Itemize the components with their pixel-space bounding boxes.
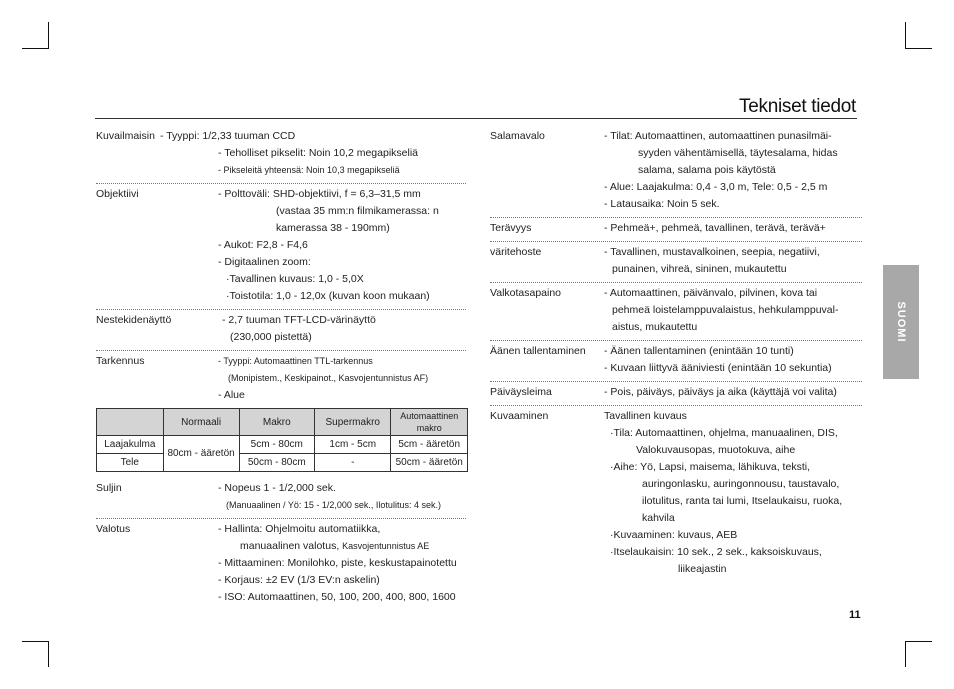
spec-label: Suljin	[96, 482, 122, 494]
section-divider	[96, 309, 466, 310]
spec-line: kahvila	[642, 512, 675, 524]
spec-exposure	[96, 521, 466, 606]
table-cell: 1cm - 5cm	[315, 436, 391, 454]
section-divider	[490, 381, 862, 382]
spec-label: Päiväysleima	[490, 386, 552, 398]
spec-line: ·Toistotila: 1,0 - 12,0x (kuvan koon mukaan)	[226, 290, 430, 302]
spec-line: ·Itselaukaisin: 10 sek., 2 sek., kaksoiskuvaus,	[610, 546, 822, 558]
spec-label: Äänen tallentaminen	[490, 345, 586, 357]
spec-line: - Korjaus: ±2 EV (1/3 EV:n askelin)	[218, 574, 380, 586]
spec-line: auringonlasku, auringonnousu, taustavalo,	[642, 478, 840, 490]
section-divider	[490, 282, 862, 283]
spec-shooting	[490, 408, 862, 578]
spec-line: - Tyyppi: 1/2,33 tuuman CCD	[160, 130, 296, 142]
spec-line: - ISO: Automaattinen, 50, 100, 200, 400, 800, 1600	[218, 591, 456, 603]
spec-line: - 2,7 tuuman TFT-LCD-värinäyttö	[222, 314, 376, 326]
spec-line: Tavallinen kuvaus	[604, 410, 687, 422]
page-title: Tekniset tiedot	[739, 96, 856, 117]
section-divider	[96, 350, 466, 351]
spec-line: kamerassa 38 - 190mm)	[276, 222, 390, 234]
table-cell: 50cm - 80cm	[239, 454, 315, 472]
crop-mark	[22, 48, 49, 49]
spec-label: Kuvailmaisin	[96, 130, 155, 142]
table-header-cell: Makro	[239, 409, 315, 436]
crop-mark	[905, 48, 932, 49]
spec-label: Terävyys	[490, 222, 532, 234]
table-header-cell: Automaattinen makro	[391, 409, 468, 436]
crop-mark	[48, 641, 49, 667]
title-divider	[95, 118, 857, 119]
table-cell: 80cm - ääretön	[163, 436, 239, 472]
spec-line: - Pois, päiväys, päiväys ja aika (käyttäjä voi valita)	[604, 386, 837, 398]
spec-line: - Alue: Laajakulma: 0,4 - 3,0 m, Tele: 0,5 - 2,5 m	[604, 181, 828, 193]
language-label: SUOMI	[895, 301, 907, 343]
page-number: 11	[849, 609, 861, 621]
table-header-row	[97, 409, 468, 436]
crop-mark	[48, 22, 49, 49]
crop-mark	[905, 641, 932, 642]
spec-line: (Manuaalinen / Yö: 15 - 1/2,000 sek., Ilotulitus: 4 sek.)	[226, 500, 441, 510]
spec-line: punainen, vihreä, sininen, mukautettu	[612, 263, 787, 275]
section-divider	[490, 405, 862, 406]
spec-label: väritehoste	[490, 246, 542, 258]
spec-flash	[490, 128, 862, 213]
spec-line: - Teholliset pikselit: Noin 10,2 megapikseliä	[218, 147, 418, 159]
section-divider	[490, 217, 862, 218]
spec-line-part: manuaalinen valotus,	[240, 540, 340, 552]
table-corner-cell	[97, 409, 164, 436]
spec-voice	[490, 343, 862, 377]
spec-column-right	[490, 128, 862, 578]
spec-line: - Pehmeä+, pehmeä, tavallinen, terävä, terävä+	[604, 222, 826, 234]
table-row	[97, 454, 468, 472]
spec-date-imprint	[490, 384, 862, 401]
spec-color-effect	[490, 244, 862, 278]
spec-line: - Automaattinen, päivänvalo, pilvinen, kova tai	[604, 287, 818, 299]
spec-line: salama, salama pois käytöstä	[638, 164, 776, 176]
focus-range-table	[96, 408, 468, 472]
spec-line: liikeajastin	[678, 563, 727, 575]
crop-mark	[905, 641, 906, 667]
section-divider	[490, 340, 862, 341]
spec-label: Valotus	[96, 523, 131, 535]
spec-line: - Pikseleitä yhteensä: Noin 10,3 megapikseliä	[218, 165, 400, 175]
section-divider	[490, 241, 862, 242]
table-row-label: Tele	[97, 454, 164, 472]
spec-sharpness	[490, 220, 862, 237]
spec-line: ·Tila: Automaattinen, ohjelma, manuaalinen, DIS,	[610, 427, 838, 439]
spec-line: - Nopeus 1 - 1/2,000 sek.	[218, 482, 336, 494]
spec-shutter	[96, 480, 466, 514]
spec-lens	[96, 186, 466, 305]
spec-line: - Alue	[218, 389, 245, 401]
spec-line: pehmeä loistelamppuvalaistus, hehkulamppuval-	[612, 304, 839, 316]
spec-line: ·Kuvaaminen: kuvaus, AEB	[610, 529, 738, 541]
spec-label: Salamavalo	[490, 130, 545, 142]
spec-label: Valkotasapaino	[490, 287, 562, 299]
crop-mark	[905, 22, 906, 49]
spec-line: - Latausaika: Noin 5 sek.	[604, 198, 720, 210]
spec-line: - Äänen tallentaminen (enintään 10 tunti)	[604, 345, 794, 357]
spec-white-balance	[490, 285, 862, 336]
spec-label: Tarkennus	[96, 355, 145, 367]
spec-line: - Mittaaminen: Monilohko, piste, keskustapainotettu	[218, 557, 457, 569]
spec-line: - Digitaalinen zoom:	[218, 256, 311, 268]
spec-line: - Tyyppi: Automaattinen TTL-tarkennus	[218, 356, 373, 366]
spec-line: aistus, mukautettu	[612, 321, 698, 333]
spec-lcd	[96, 312, 466, 346]
spec-line: (Monipistem., Keskipainot., Kasvojentunnistus AF)	[228, 373, 429, 383]
spec-line: - Aukot: F2,8 - F4,6	[218, 239, 308, 251]
spec-focus	[96, 353, 466, 404]
spec-line: - Tilat: Automaattinen, automaattinen punasilmäi-	[604, 130, 832, 142]
crop-mark	[22, 641, 49, 642]
spec-line: ·Tavallinen kuvaus: 1,0 - 5,0X	[226, 273, 364, 285]
spec-line	[240, 538, 466, 555]
spec-line: - Hallinta: Ohjelmoitu automatiikka,	[218, 523, 381, 535]
table-cell: 50cm - ääretön	[391, 454, 468, 472]
table-header-cell: Normaali	[163, 409, 239, 436]
table-header-cell: Supermakro	[315, 409, 391, 436]
spec-line: (230,000 pistettä)	[230, 331, 312, 343]
table-cell: 5cm - ääretön	[391, 436, 468, 454]
spec-line: - Polttoväli: SHD-objektiivi, f = 6,3–31,5 mm	[218, 188, 421, 200]
section-divider	[96, 183, 466, 184]
table-cell: -	[315, 454, 391, 472]
spec-label: Objektiivi	[96, 188, 139, 200]
language-tab	[883, 265, 919, 379]
spec-label: Kuvaaminen	[490, 410, 549, 422]
spec-line: ·Aihe: Yö, Lapsi, maisema, lähikuva, teksti,	[610, 461, 810, 473]
spec-line-part: Kasvojentunnistus AE	[342, 541, 430, 551]
table-cell: 5cm - 80cm	[239, 436, 315, 454]
spec-line: Valokuvausopas, muotokuva, aihe	[636, 444, 796, 456]
spec-line: - Tavallinen, mustavalkoinen, seepia, negatiivi,	[604, 246, 820, 258]
spec-line: syyden vähentämisellä, täytesalama, hidas	[638, 147, 838, 159]
spec-line: (vastaa 35 mm:n filmikamerassa: n	[276, 205, 439, 217]
spec-line: ilotulitus, ranta tai lumi, Itselaukaisu, ruoka,	[642, 495, 843, 507]
spec-line: - Kuvaan liittyvä ääniviesti (enintään 10 sekuntia)	[604, 362, 832, 374]
spec-label: Nestekidenäyttö	[96, 314, 172, 326]
section-divider	[96, 518, 466, 519]
table-row-label: Laajakulma	[97, 436, 164, 454]
spec-column-left	[96, 128, 466, 606]
spec-image-sensor	[96, 128, 466, 179]
table-row	[97, 436, 468, 454]
